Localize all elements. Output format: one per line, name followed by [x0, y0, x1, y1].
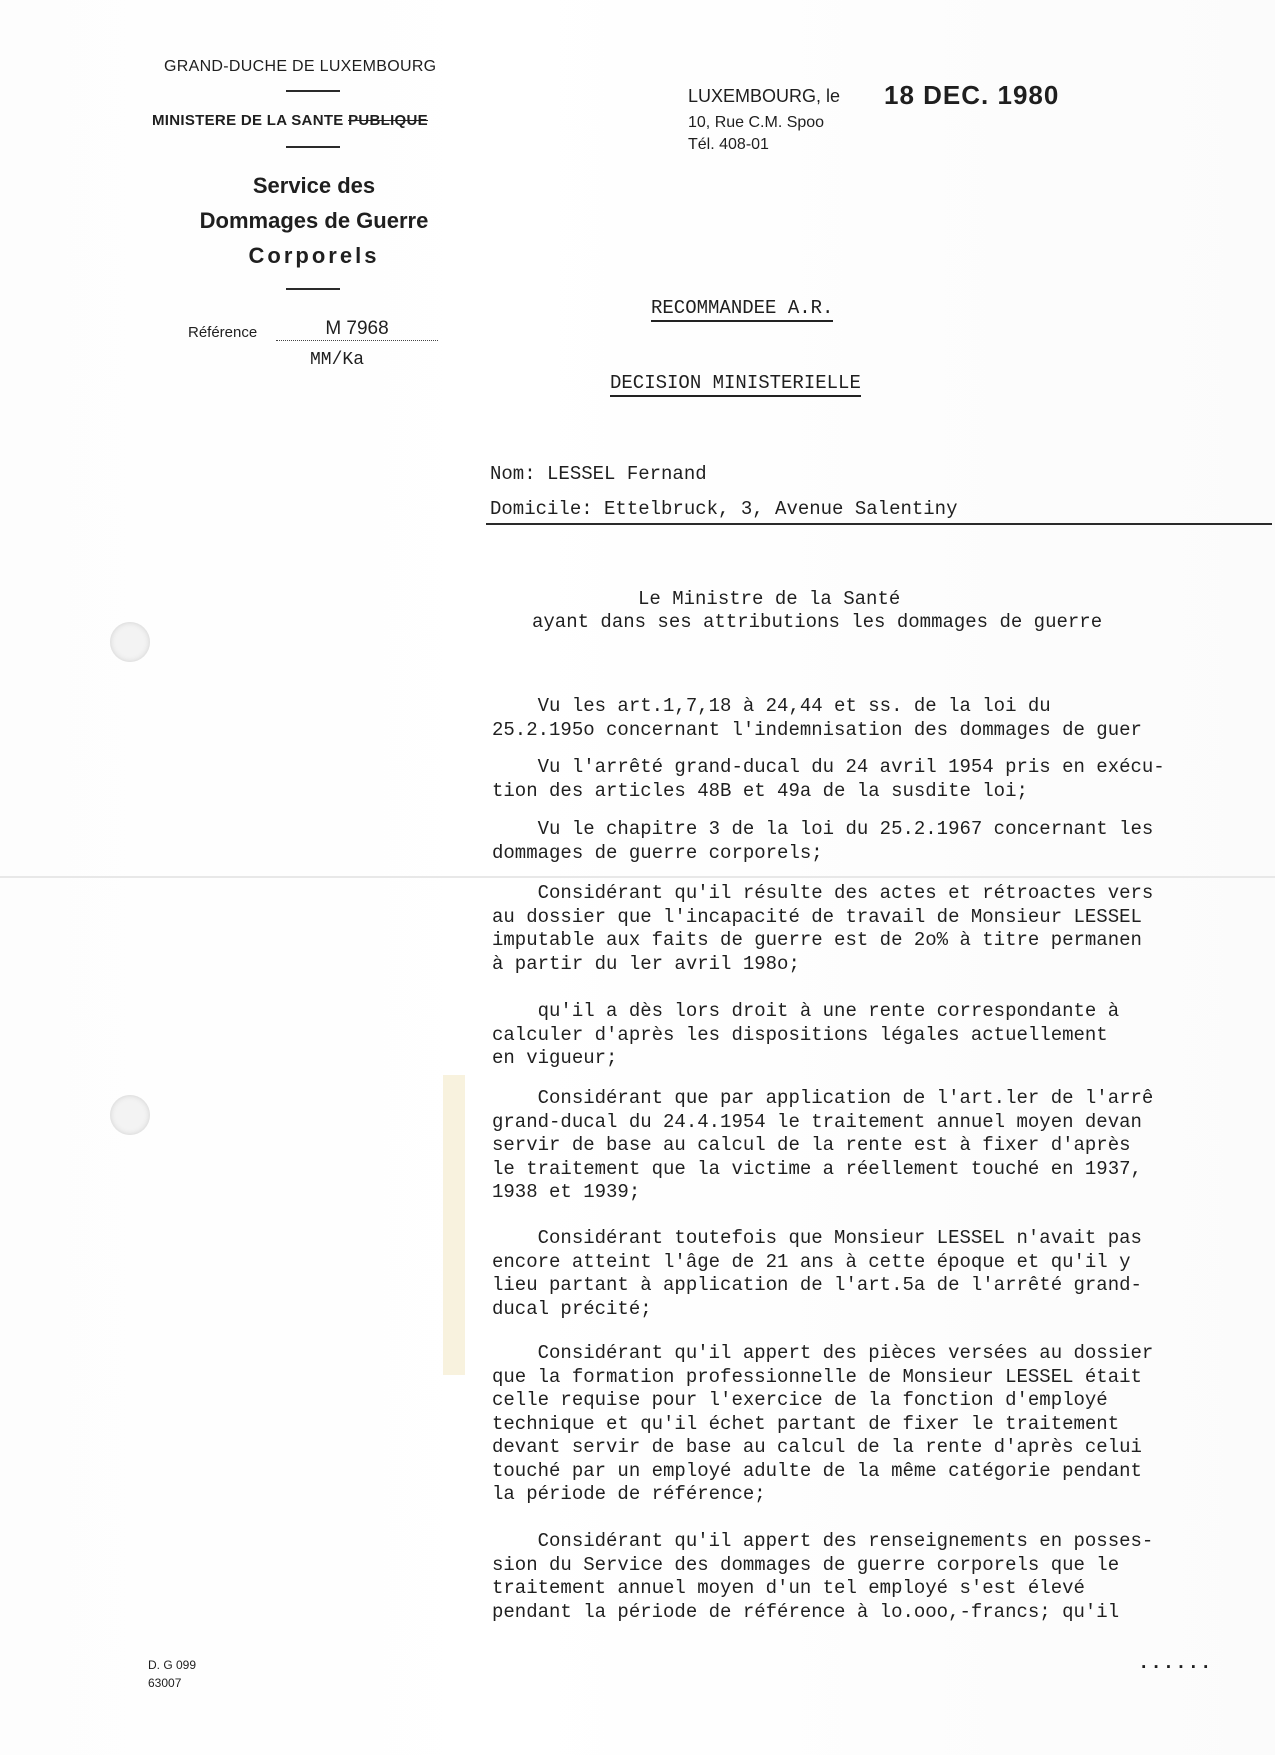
- paper-fold-line: [0, 876, 1275, 878]
- recipient-name: Nom: LESSEL Fernand: [490, 463, 707, 485]
- date-stamp: 18 DEC. 1980: [884, 80, 1060, 110]
- preamble-line-2: ayant dans ses attributions les dommages de guerre: [532, 611, 1103, 633]
- divider-3: [286, 288, 340, 290]
- preamble-line-1: Le Ministre de la Santé: [638, 588, 901, 610]
- reference-initials: MM/Ka: [310, 350, 365, 370]
- ministry-struck-word: PUBLIQUE: [348, 112, 428, 129]
- paragraph-2: Vu l'arrêté grand-ducal du 24 avril 1954 pris en exécu- tion des articles 48B et 49a de la susdite loi;: [492, 756, 1165, 802]
- reference-value: M 7968: [276, 318, 438, 341]
- punch-hole-bottom: [110, 1095, 150, 1135]
- paragraph-9: Considérant qu'il appert des renseignements en posses- sion du Service des dommages de guerre corporels que le traitement annuel moyen d'un tel employé s'est élevé pendant la période de référence à lo.ooo,-francs; qu'il: [492, 1530, 1154, 1623]
- paragraph-4: Considérant qu'il résulte des actes et rétroactes vers au dossier que l'incapacité de travail de Monsieur LESSEL imputable aux faits de guerre est de 2o% à titre permanen à partir du ler avril 198o;: [492, 882, 1154, 975]
- continuation-dots: ......: [1138, 1652, 1213, 1674]
- form-number: 63007: [148, 1676, 182, 1690]
- paragraph-8: Considérant qu'il appert des pièces versées au dossier que la formation professionnelle de Monsieur LESSEL était celle requise pour l'exercice de la fonction d'employé technique et qu'il échet partant de fixer le traitement devant servir de base au calcul de la rente d'après celui touché par un employé adulte de la même catégorie pendant la période de référence;: [492, 1342, 1154, 1505]
- paragraph-6: Considérant que par application de l'art.ler de l'arrê grand-ducal du 24.4.1954 le traitement annuel moyen devan servir de base au calcul de la rente est à fixer d'après le traitement que la victime a réellement touché en 1937, 1938 et 1939;: [492, 1087, 1154, 1203]
- punch-hole-top: [110, 622, 150, 662]
- phone-number: Tél. 408-01: [688, 136, 769, 153]
- divider-2: [286, 146, 340, 148]
- form-code: D. G 099: [148, 1658, 197, 1672]
- recipient-domicile: Domicile: Ettelbruck, 3, Avenue Salentiny: [490, 498, 958, 520]
- paragraph-7: Considérant toutefois que Monsieur LESSEL n'avait pas encore atteint l'âge de 21 ans à cette époque et qu'il y lieu partant à application de l'art.5a de l'arrêté grand- ducal précité;: [492, 1227, 1142, 1320]
- paragraph-5: qu'il a dès lors droit à une rente correspondante à calculer d'après les dispositions légales actuellement en vigueur;: [492, 1000, 1120, 1069]
- divider-1: [286, 90, 340, 92]
- street-address: 10, Rue C.M. Spoo: [688, 114, 825, 131]
- paragraph-3: Vu le chapitre 3 de la loi du 25.2.1967 concernant les dommages de guerre corporels;: [492, 818, 1154, 864]
- domicile-underline: [486, 523, 1272, 525]
- country-heading: GRAND-DUCHE DE LUXEMBOURG: [164, 58, 437, 75]
- city-date-prefix: LUXEMBOURG, le: [688, 86, 841, 106]
- reference-label: Référence: [188, 324, 258, 341]
- ministry-heading: MINISTERE DE LA SANTE PUBLIQUE: [152, 112, 428, 129]
- tape-stain: [443, 1075, 465, 1375]
- paragraph-1: Vu les art.1,7,18 à 24,44 et ss. de la loi du 25.2.195o concernant l'indemnisation des dommages de guer: [492, 695, 1142, 741]
- service-title: Service des Dommages de Guerre Corporels: [199, 173, 429, 268]
- registered-heading: RECOMMANDEE A.R.: [651, 297, 833, 322]
- decision-heading: DECISION MINISTERIELLE: [610, 372, 861, 397]
